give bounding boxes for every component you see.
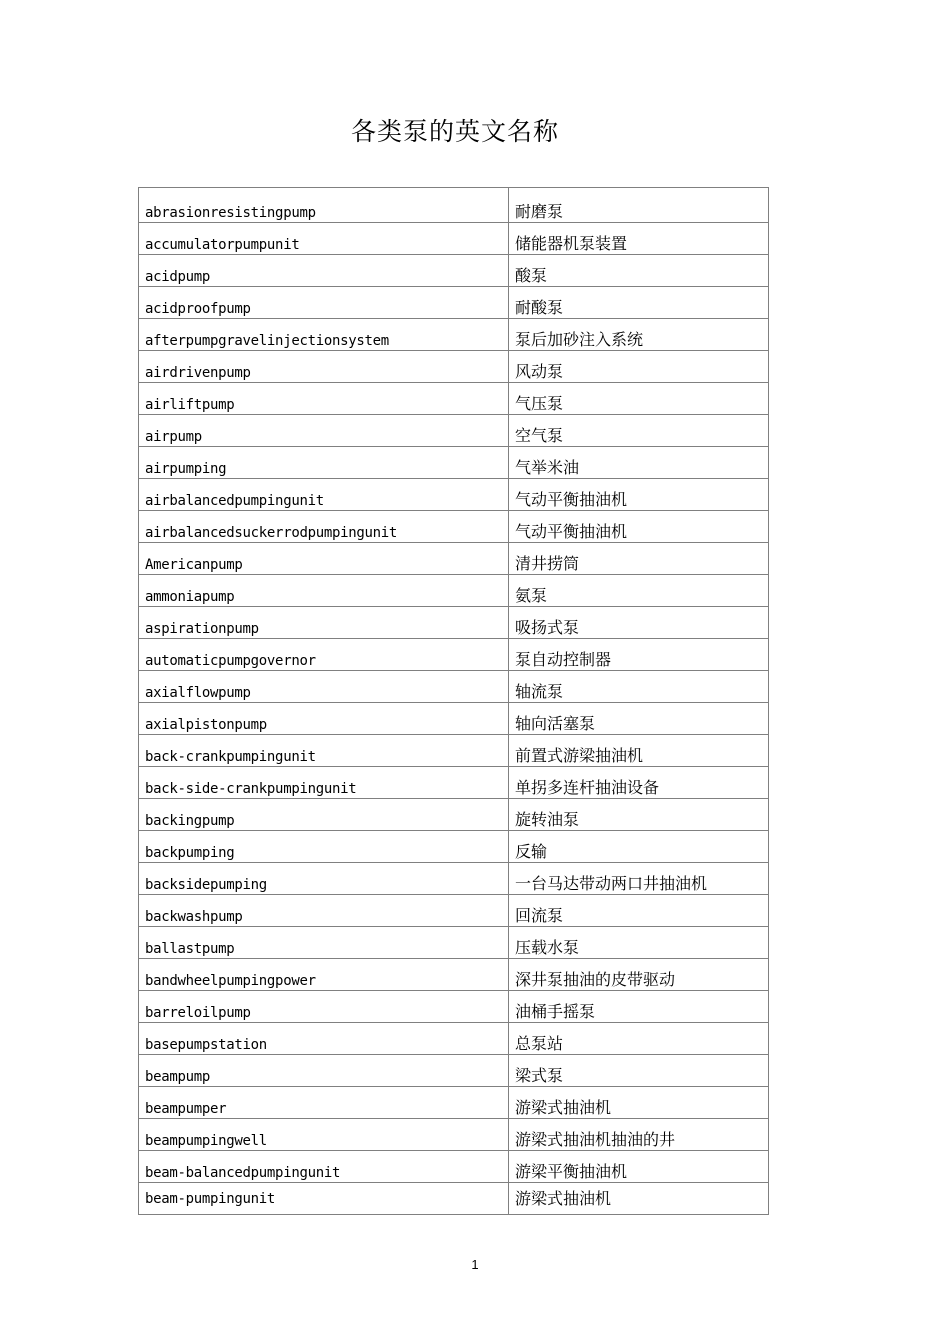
table-row bbox=[139, 671, 769, 703]
english-term-cell: basepumpstation bbox=[139, 1023, 509, 1055]
table-row bbox=[139, 927, 769, 959]
english-term-cell: axialflowpump bbox=[139, 671, 509, 703]
chinese-term-cell: 氨泵 bbox=[509, 575, 769, 607]
table-row bbox=[139, 1023, 769, 1055]
chinese-term-cell: 游梁式抽油机 bbox=[509, 1183, 769, 1215]
chinese-term-cell: 气动平衡抽油机 bbox=[509, 479, 769, 511]
chinese-term-cell: 吸扬式泵 bbox=[509, 607, 769, 639]
table-row bbox=[139, 575, 769, 607]
table-row bbox=[139, 735, 769, 767]
table-row bbox=[139, 479, 769, 511]
chinese-term-cell: 清井捞筒 bbox=[509, 543, 769, 575]
table-row bbox=[139, 188, 769, 223]
table-row bbox=[139, 703, 769, 735]
english-term-cell: back-crankpumpingunit bbox=[139, 735, 509, 767]
english-term-cell: backingpump bbox=[139, 799, 509, 831]
chinese-term-cell: 游梁式抽油机抽油的井 bbox=[509, 1119, 769, 1151]
pump-terms-table bbox=[138, 187, 769, 1215]
chinese-term-cell: 储能器机泵装置 bbox=[509, 223, 769, 255]
english-term-cell: automaticpumpgovernor bbox=[139, 639, 509, 671]
chinese-term-cell: 梁式泵 bbox=[509, 1055, 769, 1087]
table-row bbox=[139, 1055, 769, 1087]
table-row bbox=[139, 895, 769, 927]
table-row bbox=[139, 319, 769, 351]
chinese-term-cell: 压载水泵 bbox=[509, 927, 769, 959]
english-term-cell: airliftpump bbox=[139, 383, 509, 415]
english-term-cell: beam-balancedpumpingunit bbox=[139, 1151, 509, 1183]
chinese-term-cell: 游梁平衡抽油机 bbox=[509, 1151, 769, 1183]
table-row bbox=[139, 799, 769, 831]
chinese-term-cell: 前置式游梁抽油机 bbox=[509, 735, 769, 767]
page-title: 各类泵的英文名称 bbox=[350, 117, 559, 146]
table-row bbox=[139, 1151, 769, 1183]
english-term-cell: backsidepumping bbox=[139, 863, 509, 895]
terms-table-body bbox=[139, 188, 769, 1215]
table-row bbox=[139, 863, 769, 895]
table-row bbox=[139, 447, 769, 479]
chinese-term-cell: 气举米油 bbox=[509, 447, 769, 479]
english-term-cell: airdrivenpump bbox=[139, 351, 509, 383]
english-term-cell: accumulatorpumpunit bbox=[139, 223, 509, 255]
english-term-cell: airbalancedsuckerrodpumpingunit bbox=[139, 511, 509, 543]
table-row bbox=[139, 351, 769, 383]
chinese-term-cell: 气动平衡抽油机 bbox=[509, 511, 769, 543]
english-term-cell: ammoniapump bbox=[139, 575, 509, 607]
chinese-term-cell: 风动泵 bbox=[509, 351, 769, 383]
chinese-term-cell: 酸泵 bbox=[509, 255, 769, 287]
english-term-cell: back-side-crankpumpingunit bbox=[139, 767, 509, 799]
chinese-term-cell: 气压泵 bbox=[509, 383, 769, 415]
page-number: 1 bbox=[471, 1257, 479, 1272]
english-term-cell: airbalancedpumpingunit bbox=[139, 479, 509, 511]
chinese-term-cell: 一台马达带动两口井抽油机 bbox=[509, 863, 769, 895]
english-term-cell: airpump bbox=[139, 415, 509, 447]
english-term-cell: ballastpump bbox=[139, 927, 509, 959]
english-term-cell: beampumper bbox=[139, 1087, 509, 1119]
chinese-term-cell: 空气泵 bbox=[509, 415, 769, 447]
chinese-term-cell: 游梁式抽油机 bbox=[509, 1087, 769, 1119]
english-term-cell: acidproofpump bbox=[139, 287, 509, 319]
chinese-term-cell: 泵自动控制器 bbox=[509, 639, 769, 671]
table-row bbox=[139, 607, 769, 639]
english-term-cell: aspirationpump bbox=[139, 607, 509, 639]
chinese-term-cell: 轴流泵 bbox=[509, 671, 769, 703]
table-row bbox=[139, 255, 769, 287]
terms-table bbox=[138, 187, 769, 1215]
table-row bbox=[139, 543, 769, 575]
english-term-cell: beam-pumpingunit bbox=[139, 1183, 509, 1215]
chinese-term-cell: 泵后加砂注入系统 bbox=[509, 319, 769, 351]
table-row bbox=[139, 1087, 769, 1119]
english-term-cell: Americanpump bbox=[139, 543, 509, 575]
chinese-term-cell: 总泵站 bbox=[509, 1023, 769, 1055]
chinese-term-cell: 深井泵抽油的皮带驱动 bbox=[509, 959, 769, 991]
english-term-cell: beampump bbox=[139, 1055, 509, 1087]
table-row bbox=[139, 639, 769, 671]
english-term-cell: backpumping bbox=[139, 831, 509, 863]
chinese-term-cell: 单拐多连杆抽油设备 bbox=[509, 767, 769, 799]
table-row bbox=[139, 959, 769, 991]
english-term-cell: acidpump bbox=[139, 255, 509, 287]
chinese-term-cell: 旋转油泵 bbox=[509, 799, 769, 831]
chinese-term-cell: 反输 bbox=[509, 831, 769, 863]
english-term-cell: axialpistonpump bbox=[139, 703, 509, 735]
table-row bbox=[139, 1183, 769, 1215]
english-term-cell: abrasionresistingpump bbox=[139, 188, 509, 223]
table-row bbox=[139, 1119, 769, 1151]
english-term-cell: airpumping bbox=[139, 447, 509, 479]
chinese-term-cell: 耐酸泵 bbox=[509, 287, 769, 319]
chinese-term-cell: 耐磨泵 bbox=[509, 188, 769, 223]
english-term-cell: bandwheelpumpingpower bbox=[139, 959, 509, 991]
table-row bbox=[139, 767, 769, 799]
english-term-cell: barreloilpump bbox=[139, 991, 509, 1023]
table-row bbox=[139, 831, 769, 863]
english-term-cell: afterpumpgravelinjectionsystem bbox=[139, 319, 509, 351]
table-row bbox=[139, 383, 769, 415]
table-row bbox=[139, 415, 769, 447]
table-row bbox=[139, 223, 769, 255]
english-term-cell: backwashpump bbox=[139, 895, 509, 927]
chinese-term-cell: 油桶手摇泵 bbox=[509, 991, 769, 1023]
chinese-term-cell: 回流泵 bbox=[509, 895, 769, 927]
table-row bbox=[139, 511, 769, 543]
table-row bbox=[139, 287, 769, 319]
chinese-term-cell: 轴向活塞泵 bbox=[509, 703, 769, 735]
english-term-cell: beampumpingwell bbox=[139, 1119, 509, 1151]
table-row bbox=[139, 991, 769, 1023]
